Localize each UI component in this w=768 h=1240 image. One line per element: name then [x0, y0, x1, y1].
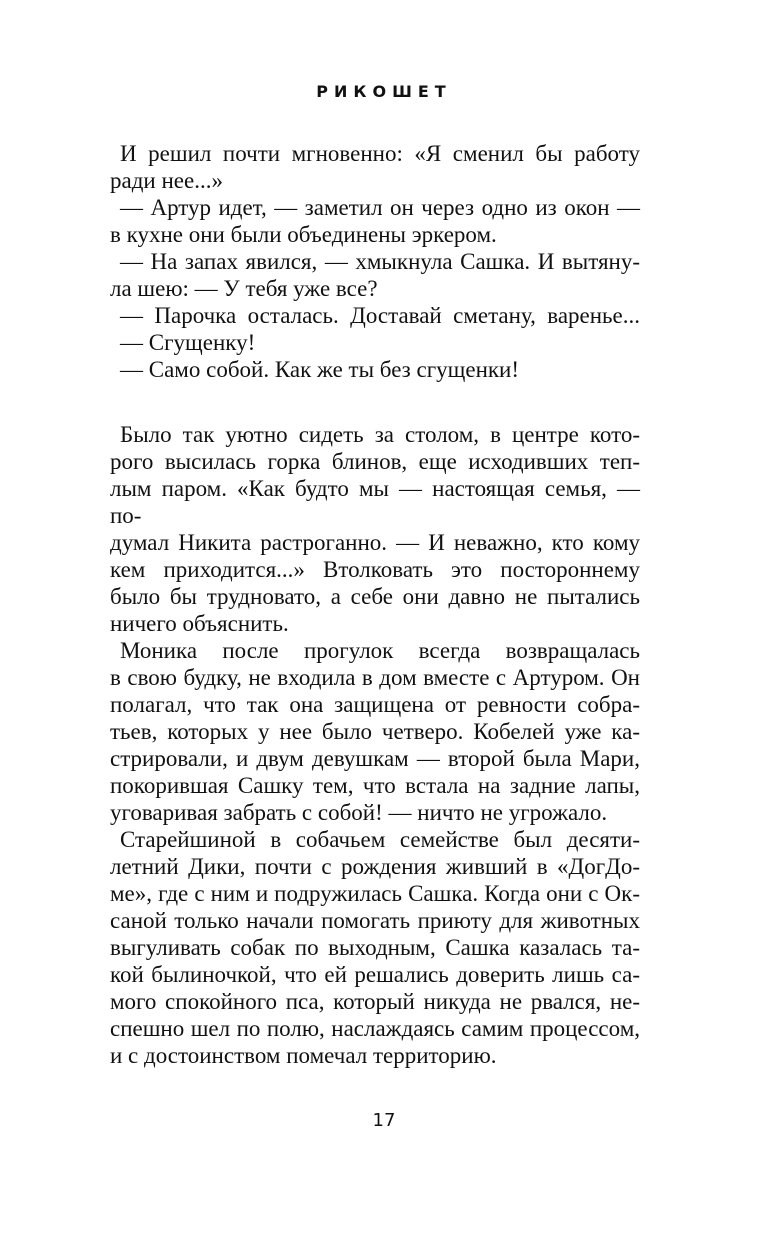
text-line: Моника после прогулок всегда возвращалась [120, 638, 640, 663]
text-line: — Парочка осталась. Доставай сметану, варенье... [120, 303, 640, 328]
text-line: и с достоинством помечал территорию. [110, 1043, 497, 1068]
text-line: ла шею: — У тебя уже все? [110, 276, 378, 301]
text-line: саной только начали помогать приюту для животных [110, 908, 640, 933]
section-break [110, 383, 640, 421]
text-line: — Сгущенку! [120, 330, 256, 355]
running-title: РИКОШЕТ [316, 82, 452, 101]
text-line: ничего объяснить. [110, 611, 289, 636]
text-line: стрировали, и двум девушкам — второй была Мари, [110, 746, 640, 771]
text-line: — Само собой. Как же ты без сгущенки! [120, 357, 520, 382]
section-narrative [110, 421, 640, 1069]
page-number: 17 [372, 1110, 396, 1131]
section-dialogue [110, 140, 640, 383]
text-line: полагал, что так она защищена от ревности собра- [110, 692, 640, 717]
text-line: лым паром. «Как будто мы — настоящая семья, — по- [110, 476, 640, 528]
text-line: — На запах явился, — хмыкнула Сашка. И вытяну- [120, 249, 640, 274]
text-line: рого высилась горка блинов, еще исходивших теп- [110, 449, 640, 474]
text-line: кем приходится...» Втолковать это постороннему [110, 557, 640, 582]
text-line: уговаривая забрать с собой! — ничто не угрожало. [110, 800, 608, 825]
page-body [110, 140, 640, 1069]
text-line: в кухне они были объединены эркером. [110, 222, 497, 247]
text-line: летний Дики, почти с рождения живший в «ДогДо- [110, 854, 640, 879]
text-line: мого спокойного пса, который никуда не рвался, не- [110, 989, 640, 1014]
text-line: думал Никита растроганно. — И неважно, кто кому [110, 530, 640, 555]
text-line: кой былиночкой, что ей решались доверить лишь са- [110, 962, 640, 987]
text-line: спешно шел по полю, наслаждаясь самим процессом, [110, 1016, 640, 1041]
text-line: тьев, которых у нее было четверо. Кобелей уже ка- [110, 719, 640, 744]
text-line: покорившая Сашку тем, что встала на задние лапы, [110, 773, 640, 798]
text-line: Старейшиной в собачьем семействе был десяти- [120, 827, 640, 852]
text-line: ме», где с ним и подружилась Сашка. Когда они с Ок- [110, 881, 640, 906]
text-line: было бы трудновато, а себе они давно не пытались [110, 584, 640, 609]
text-line: в свою будку, не входила в дом вместе с Артуром. Он [110, 665, 640, 690]
text-line: — Артур идет, — заметил он через одно из окон — [120, 195, 640, 220]
text-line: выгуливать собак по выходным, Сашка казалась та- [110, 935, 640, 960]
text-line: Было так уютно сидеть за столом, в центре кото- [120, 422, 640, 447]
text-line: И решил почти мгновенно: «Я сменил бы работу [120, 141, 640, 166]
text-line: ради нее...» [110, 168, 223, 193]
